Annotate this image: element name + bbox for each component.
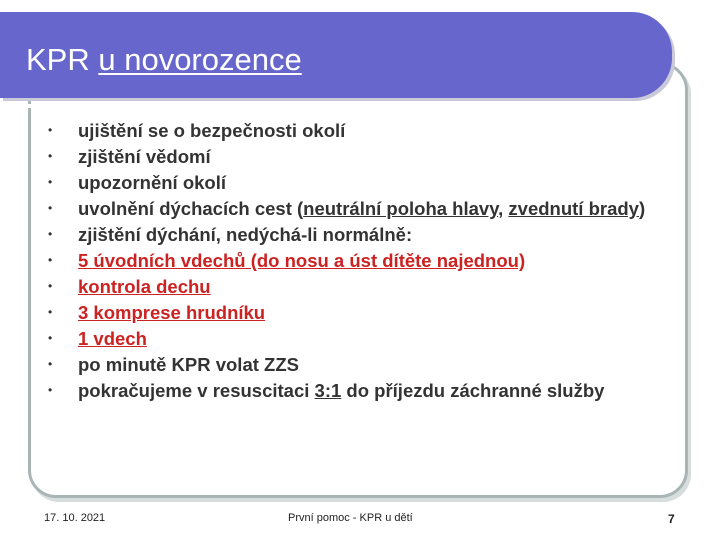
list-item-red: • 5 úvodních vdechů (do nosu a úst dítěte najednou) bbox=[48, 250, 526, 271]
bullet-icon: • bbox=[48, 123, 53, 137]
list-item-red: • 3 komprese hrudníku bbox=[48, 302, 266, 323]
bullet-icon: • bbox=[48, 149, 53, 163]
bullet-icon: • bbox=[48, 383, 53, 397]
list-item: • upozornění okolí bbox=[48, 172, 226, 193]
bullet-icon: • bbox=[48, 305, 53, 319]
bullet-list bbox=[48, 120, 648, 406]
bullet-icon: • bbox=[48, 331, 53, 345]
slide-title: KPR u novorozence bbox=[26, 42, 302, 77]
title-divider bbox=[22, 104, 636, 108]
bullet-icon: • bbox=[48, 201, 53, 215]
title-underlined: u novorozence bbox=[98, 42, 302, 77]
list-item-red: • 1 vdech bbox=[48, 328, 147, 349]
list-item-red: • kontrola dechu bbox=[48, 276, 211, 297]
list-item: • ujištění se o bezpečnosti okolí bbox=[48, 120, 346, 141]
bullet-icon: • bbox=[48, 175, 53, 189]
page-number: 7 bbox=[668, 512, 675, 526]
list-item: • po minutě KPR volat ZZS bbox=[48, 354, 299, 375]
bullet-icon: • bbox=[48, 227, 53, 241]
bullet-icon: • bbox=[48, 357, 53, 371]
title-banner bbox=[0, 12, 672, 98]
list-item: • pokračujeme v resuscitaci 3:1 do příjezdu záchranné služby bbox=[48, 380, 605, 401]
list-item: • zjištění vědomí bbox=[48, 146, 211, 167]
footer-title: První pomoc - KPR u dětí bbox=[288, 512, 413, 524]
bullet-icon: • bbox=[48, 253, 53, 267]
list-item: • uvolnění dýchacích cest (neutrální poloha hlavy, zvednutí brady) bbox=[48, 198, 646, 219]
list-item: • zjištění dýchání, nedýchá-li normálně: bbox=[48, 224, 413, 245]
bullet-icon: • bbox=[48, 279, 53, 293]
footer-date: 17. 10. 2021 bbox=[44, 512, 106, 524]
